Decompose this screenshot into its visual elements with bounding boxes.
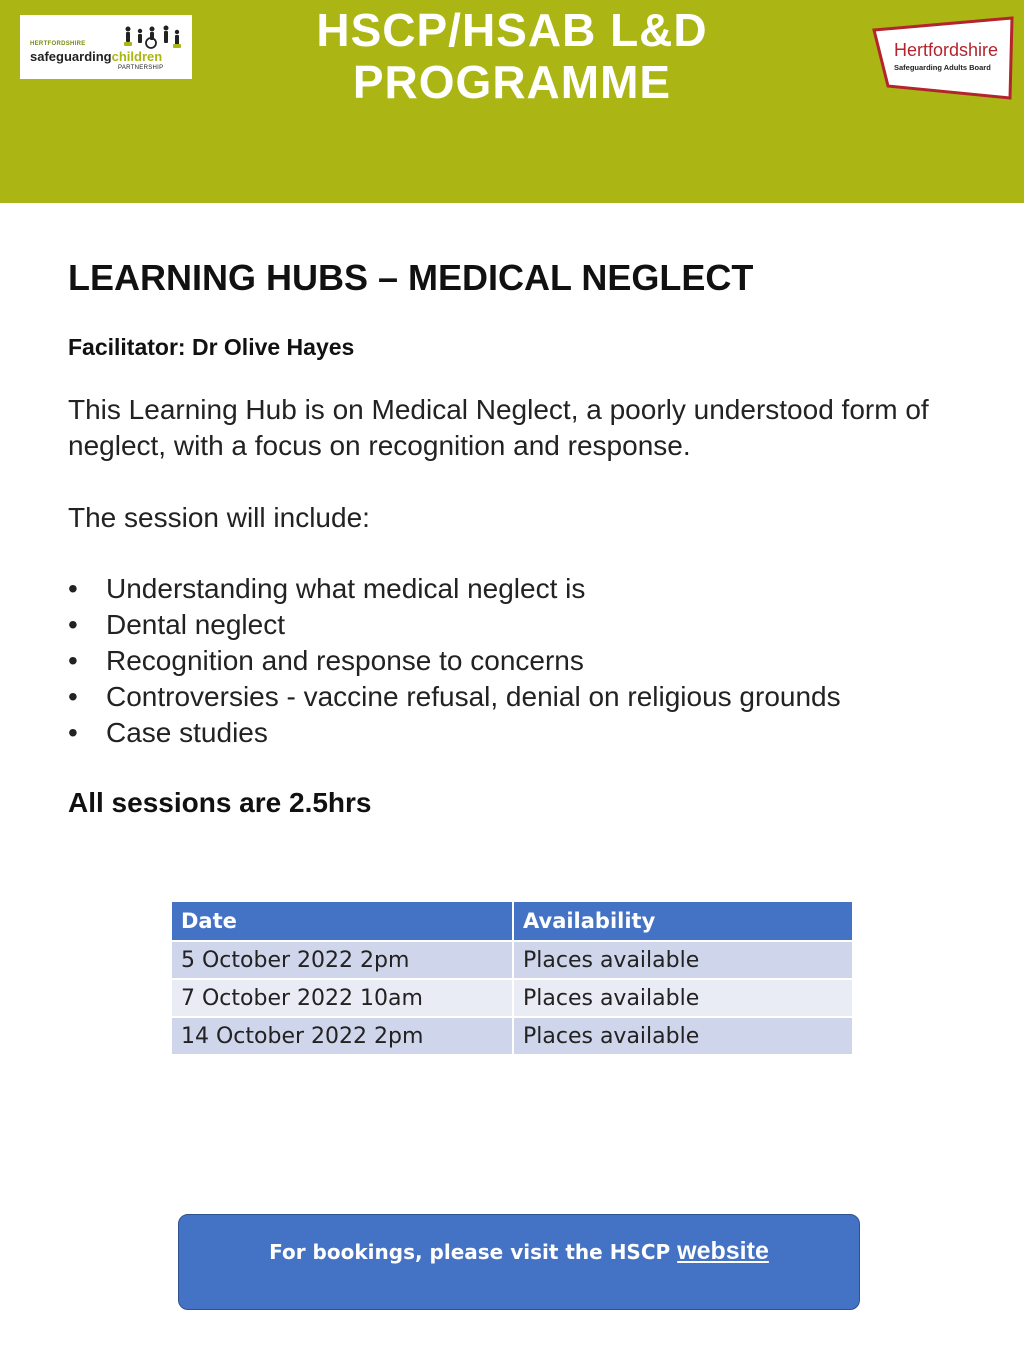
bullet-icon: •: [68, 609, 78, 640]
bullet-icon: •: [68, 681, 78, 712]
page-title-line-1: HSCP/HSAB L&D: [316, 4, 708, 56]
people-figures-icon: [120, 25, 186, 49]
logo-left-top-text: HERTFORDSHIRE: [30, 41, 86, 47]
column-header-date: Date: [171, 901, 513, 941]
table-cell-date: 7 October 2022 10am: [171, 979, 513, 1017]
table-cell-date: 14 October 2022 2pm: [171, 1017, 513, 1055]
session-dates-table: [170, 900, 854, 1056]
hscp-website-link[interactable]: website: [677, 1237, 769, 1265]
facilitator-text: Facilitator: Dr Olive Hayes: [68, 334, 355, 360]
safeguarding-children-partnership-logo: [20, 15, 192, 79]
table-cell-availability: Places available: [513, 979, 853, 1017]
hertfordshire-safeguarding-adults-board-logo: [870, 16, 1016, 100]
page-title: [230, 4, 794, 108]
booking-banner: [178, 1214, 860, 1310]
table-row: [171, 1017, 853, 1055]
session-intro-text: The session will include:: [68, 502, 370, 533]
bullet-icon: •: [68, 717, 78, 748]
list-item: • Understanding what medical neglect is: [68, 571, 841, 607]
table-cell-availability: Places available: [513, 941, 853, 979]
intro-paragraph: This Learning Hub is on Medical Neglect, a poorly understood form of neglect, with a focus on recognition and response.: [68, 394, 929, 461]
table-cell-date: 5 October 2022 2pm: [171, 941, 513, 979]
logo-right-title: Hertfordshire: [894, 40, 999, 60]
table-row: [171, 941, 853, 979]
booking-text: For bookings, please visit the HSCP website: [269, 1237, 769, 1265]
logo-right-subtitle: Safeguarding Adults Board: [894, 63, 991, 72]
table-header-row: [171, 901, 853, 941]
table-cell-availability: Places available: [513, 1017, 853, 1055]
column-header-availability: Availability: [513, 901, 853, 941]
list-item: • Case studies: [68, 715, 841, 751]
bullet-icon: •: [68, 645, 78, 676]
list-item: • Recognition and response to concerns: [68, 643, 841, 679]
list-item: • Dental neglect: [68, 607, 841, 643]
table-row: [171, 979, 853, 1017]
session-duration-note: All sessions are 2.5hrs: [68, 787, 372, 818]
session-topics-list: [68, 571, 841, 751]
list-item: • Controversies - vaccine refusal, denial on religious grounds: [68, 679, 841, 715]
logo-left-sub-text: PARTNERSHIP: [118, 65, 164, 71]
bullet-icon: •: [68, 573, 78, 604]
logo-left-main-text: safeguardingchildren: [30, 49, 163, 64]
page-title-line-2: PROGRAMME: [352, 56, 672, 108]
header-banner: [0, 0, 1024, 203]
content-heading: LEARNING HUBS – MEDICAL NEGLECT: [68, 257, 754, 298]
